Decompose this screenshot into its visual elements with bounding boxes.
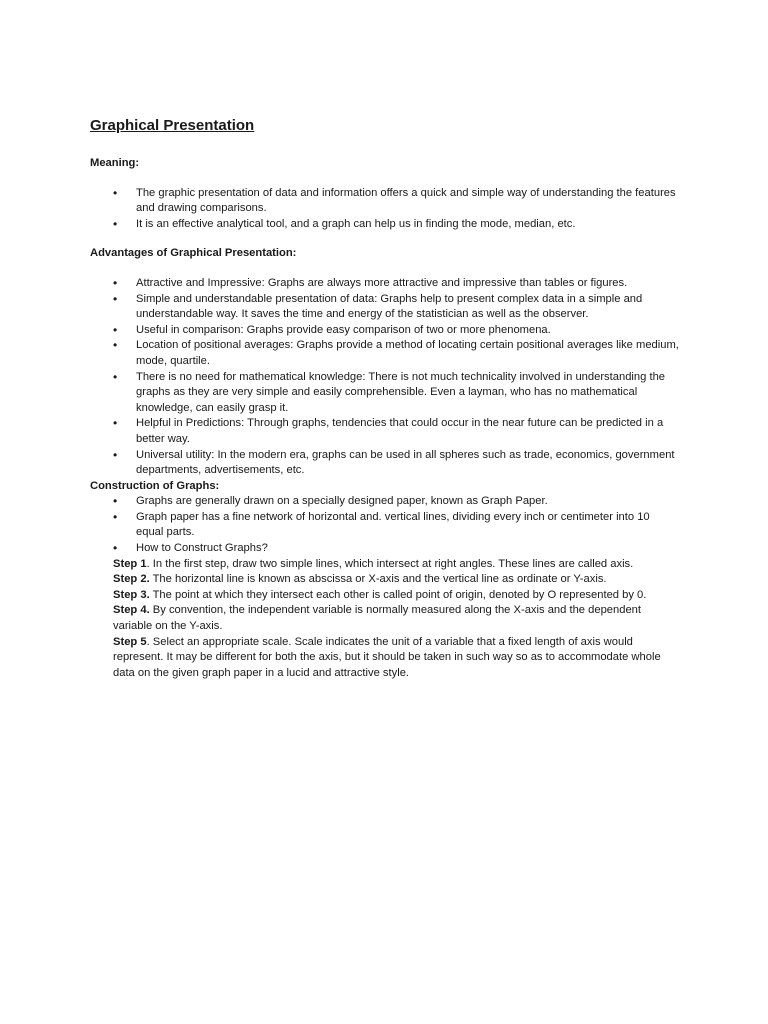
step-1: [113, 557, 680, 573]
meaning-heading: Meaning:: [90, 157, 140, 169]
list-item: • Universal utility: In the modern era, graphs can be used in all spheres such as trade, economics, government departments, advertisements, etc.: [90, 448, 680, 479]
step-label: Step 1: [113, 557, 147, 570]
document-page: [90, 116, 680, 681]
step-text: The point at which they intersect each other is called point of origin, denoted by O represented by 0.: [149, 588, 647, 601]
page-title: Graphical Presentation: [90, 117, 255, 134]
list-item: • Useful in comparison: Graphs provide easy comparison of two or more phenomena.: [90, 323, 680, 339]
construction-list: [90, 494, 680, 556]
step-4: [113, 603, 680, 634]
list-item: • Helpful in Predictions: Through graphs, tendencies that could occur in the near future can be predicted in a better way.: [90, 416, 680, 447]
list-item: • Simple and understandable presentation of data: Graphs help to present complex data in a simple and understandable way. It saves the time and energy of the statistician as well as the observer.: [90, 292, 680, 323]
list-item: • Attractive and Impressive: Graphs are always more attractive and impressive than tables or figures.: [90, 276, 680, 292]
steps-block: [90, 557, 680, 682]
list-item: • Graphs are generally drawn on a specially designed paper, known as Graph Paper.: [90, 494, 680, 510]
list-item: • The graphic presentation of data and information offers a quick and simple way of understanding the features and drawing comparisons.: [90, 186, 680, 217]
advantages-heading: Advantages of Graphical Presentation:: [90, 247, 297, 260]
list-item: • Location of positional averages: Graphs provide a method of locating certain positional averages like medium, mode, quartile.: [90, 338, 680, 369]
step-label: Step 3.: [113, 588, 150, 601]
step-3: [113, 588, 680, 604]
construction-heading: Construction of Graphs:: [90, 479, 220, 492]
step-label: Step 4.: [113, 604, 150, 617]
step-text: By convention, the independent variable is normally measured along the X-axis and the dependent variable on the Y-axis.: [113, 604, 642, 633]
advantages-list: [90, 276, 680, 479]
list-item: • There is no need for mathematical knowledge: There is not much technicality involved in understanding the graphs as they are very simple and easily comprehensible. Even a layman, who has no mathematical knowledge, can easily grasp it.: [90, 370, 680, 417]
step-2: [113, 572, 680, 588]
step-text: . In the first step, draw two simple lines, which intersect at right angles. These lines are called axis.: [146, 557, 634, 570]
meaning-list: [90, 186, 680, 233]
list-item: • Graph paper has a fine network of horizontal and. vertical lines, dividing every inch or centimeter into 10 equal parts.: [90, 510, 680, 541]
step-label: Step 5: [113, 635, 147, 648]
list-item: • How to Construct Graphs?: [90, 541, 680, 557]
list-item: • It is an effective analytical tool, and a graph can help us in finding the mode, median, etc.: [90, 217, 680, 233]
step-text: . Select an appropriate scale. Scale indicates the unit of a variable that a fixed length of axis would represent. It may be different for both the axis, but it should be taken in such way so as to accommodate whole data on the given graph paper in a lucid and attractive style.: [113, 635, 661, 679]
step-label: Step 2.: [113, 573, 150, 586]
step-text: The horizontal line is known as abscissa or X-axis and the vertical line as ordinate or Y-axis.: [149, 573, 607, 586]
step-5: [113, 635, 680, 682]
